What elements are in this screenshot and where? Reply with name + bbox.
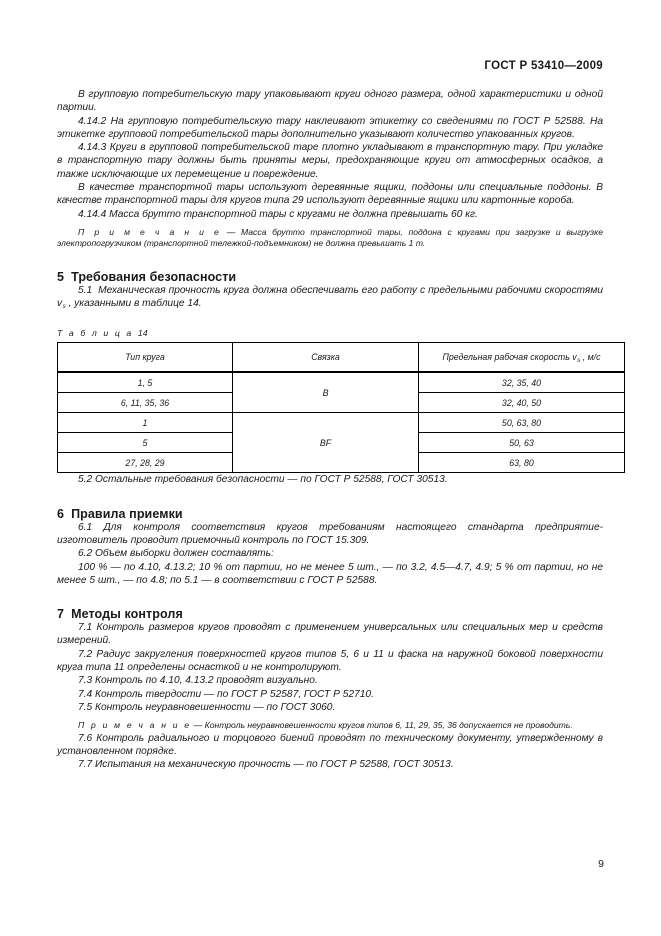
table-row [58, 372, 625, 393]
table-caption-label: Т а б л и ц а [57, 328, 134, 339]
section-5-title: Требования безопасности [71, 269, 237, 284]
paragraph-7-4: 7.4 Контроль твердости — по ГОСТ Р 52587, ГОСТ Р 52710. [78, 688, 374, 700]
page-header-standard-ref: ГОСТ Р 53410—2009 [484, 60, 603, 72]
table-header-row [58, 343, 625, 373]
cell-wheel-type: 1 [58, 413, 233, 433]
cell-bond-v: В [233, 372, 419, 413]
table-body [58, 372, 625, 473]
section-7-title: Методы контроля [71, 607, 183, 622]
column-header-limiting-speed [419, 343, 625, 373]
column-header-wheel-type: Тип круга [58, 343, 233, 373]
section-6-title: Правила приемки [71, 506, 183, 521]
paragraph-7-2: 7.2 Радиус закругления поверхностей кругов типов 5, 6 и 11 и фаска на наружной боковой поверхности круга типа 11 определены оснасткой и не контролируют. [57, 648, 603, 674]
paragraph-7-6: 7.6 Контроль радиального и торцового биений проводят по техническому документу, утвержденному в установленном порядке. [57, 732, 603, 757]
note-text: — Контроль неуравновешенности кругов типов 6, 11, 29, 35, 36 допускается не проводить. [191, 720, 573, 731]
subscript-s: s [62, 303, 66, 311]
paragraph-4-14-1-cont: В групповую потребительскую тару упаковывают круги одного размера, одной характеристики и одной партии. [57, 89, 603, 114]
paragraph-7-1: 7.1 Контроль размеров кругов проводят с применением универсальных или специальных мер и средств измерений. [57, 622, 603, 647]
section-heading-7 [57, 607, 603, 621]
paragraph-6-2: 6.2 Объем выборки должен составлять: [78, 548, 274, 560]
column-header-bond: Связка [233, 343, 419, 373]
section-heading-6 [57, 507, 603, 521]
limiting-speed-suffix: , м/с [580, 352, 601, 363]
table-row [58, 413, 625, 433]
table-head [58, 343, 625, 373]
cell-speed: 50, 63 [419, 433, 625, 453]
paragraph-7-5: 7.5 Контроль неуравновешенности — по ГОСТ 3060. [78, 701, 336, 713]
table-caption-number: 14 [137, 328, 148, 339]
cell-speed: 63, 80 [419, 453, 625, 473]
note-label: П р и м е ч а н и е [78, 720, 192, 731]
limiting-speed-subscript: s [577, 357, 581, 365]
paragraph-6-1: 6.1 Для контроля соответствия кругов требованиям настоящего стандарта предприятие-изготовитель проводит приемочный контроль по ГОСТ 15.309. [57, 521, 603, 546]
paragraph-6-2-list: 100 % — по 4.10, 4.13.2; 10 % от партии, но не менее 5 шт., — по 3.2, 4.5—4.7, 4.9; 5 % от партии, но не менее 5 шт., — по 4.8; по 5.1 — в соответствии с ГОСТ Р 52588. [57, 561, 603, 586]
cell-speed: 32, 40, 50 [419, 393, 625, 413]
paragraph-4-14-3: 4.14.3 Круги в групповой потребительской таре плотно укладывают в транспортную тару. При укладке в транспортную тару должны быть приняты меры, предохраняющие круги от атмосферных осадков, а также исключающие их перемещение и повреждение. [57, 142, 603, 180]
paragraph-transport-packaging: В качестве транспортной тары используют деревянные ящики, поддоны или специальные поддоны. В качестве транспортной тары для кругов типа 29 используют деревянные ящики или картонные короба. [57, 182, 603, 207]
document-body [57, 88, 603, 772]
note-unbalance-control [57, 720, 603, 731]
section-6-number: 6 [57, 506, 65, 521]
table-14-caption [57, 328, 603, 338]
section-7-number: 7 [57, 607, 65, 622]
page-number: 9 [598, 858, 604, 870]
note-gross-mass [57, 227, 603, 250]
cell-wheel-type: 6, 11, 35, 36 [58, 393, 233, 413]
paragraph-4-14-2: 4.14.2 На групповую потребительскую тару наклеивают этикетку со сведениями по ГОСТ Р 52588. На этикетке групповой потребительской тары дополнительно указывают количество упакованных кругов. [57, 115, 603, 140]
paragraph-4-14-4: 4.14.4 Масса брутто транспортной тары с кругами не должна превышать 60 кг. [78, 208, 478, 220]
paragraph-7-3: 7.3 Контроль по 4.10, 4.13.2 проводят визуально. [78, 675, 318, 687]
cell-wheel-type: 5 [58, 433, 233, 453]
limiting-speed-prefix: Предельная рабочая скорость v [442, 352, 577, 363]
cell-bond-bf: BF [233, 413, 419, 473]
section-heading-5 [57, 270, 603, 284]
table-14-limiting-speeds [57, 342, 625, 473]
paragraph-5-2: 5.2 Остальные требования безопасности — по ГОСТ Р 52588, ГОСТ 30513. [78, 474, 448, 486]
paragraph-7-7: 7.7 Испытания на механическую прочность — по ГОСТ Р 52588, ГОСТ 30513. [78, 759, 454, 771]
cell-speed: 32, 35, 40 [419, 372, 625, 393]
paragraph-5-1: 5.1 Механическая прочность круга должна обеспечивать его работу с предельными рабочими скоростями $v_s$ , указанными в таблице 14. [57, 284, 603, 311]
cell-speed: 50, 63, 80 [419, 413, 625, 433]
cell-wheel-type: 27, 28, 29 [58, 453, 233, 473]
cell-wheel-type: 1, 5 [58, 372, 233, 393]
section-5-number: 5 [57, 269, 65, 284]
note-text: — Масса брутто транспортной тары, поддона с кругами при загрузке и выгрузке электропогрузчиком (транспортной тележкой-подъемником) не должна превышать 1 т. [57, 226, 603, 249]
note-label: П р и м е ч а н и е [78, 226, 222, 237]
